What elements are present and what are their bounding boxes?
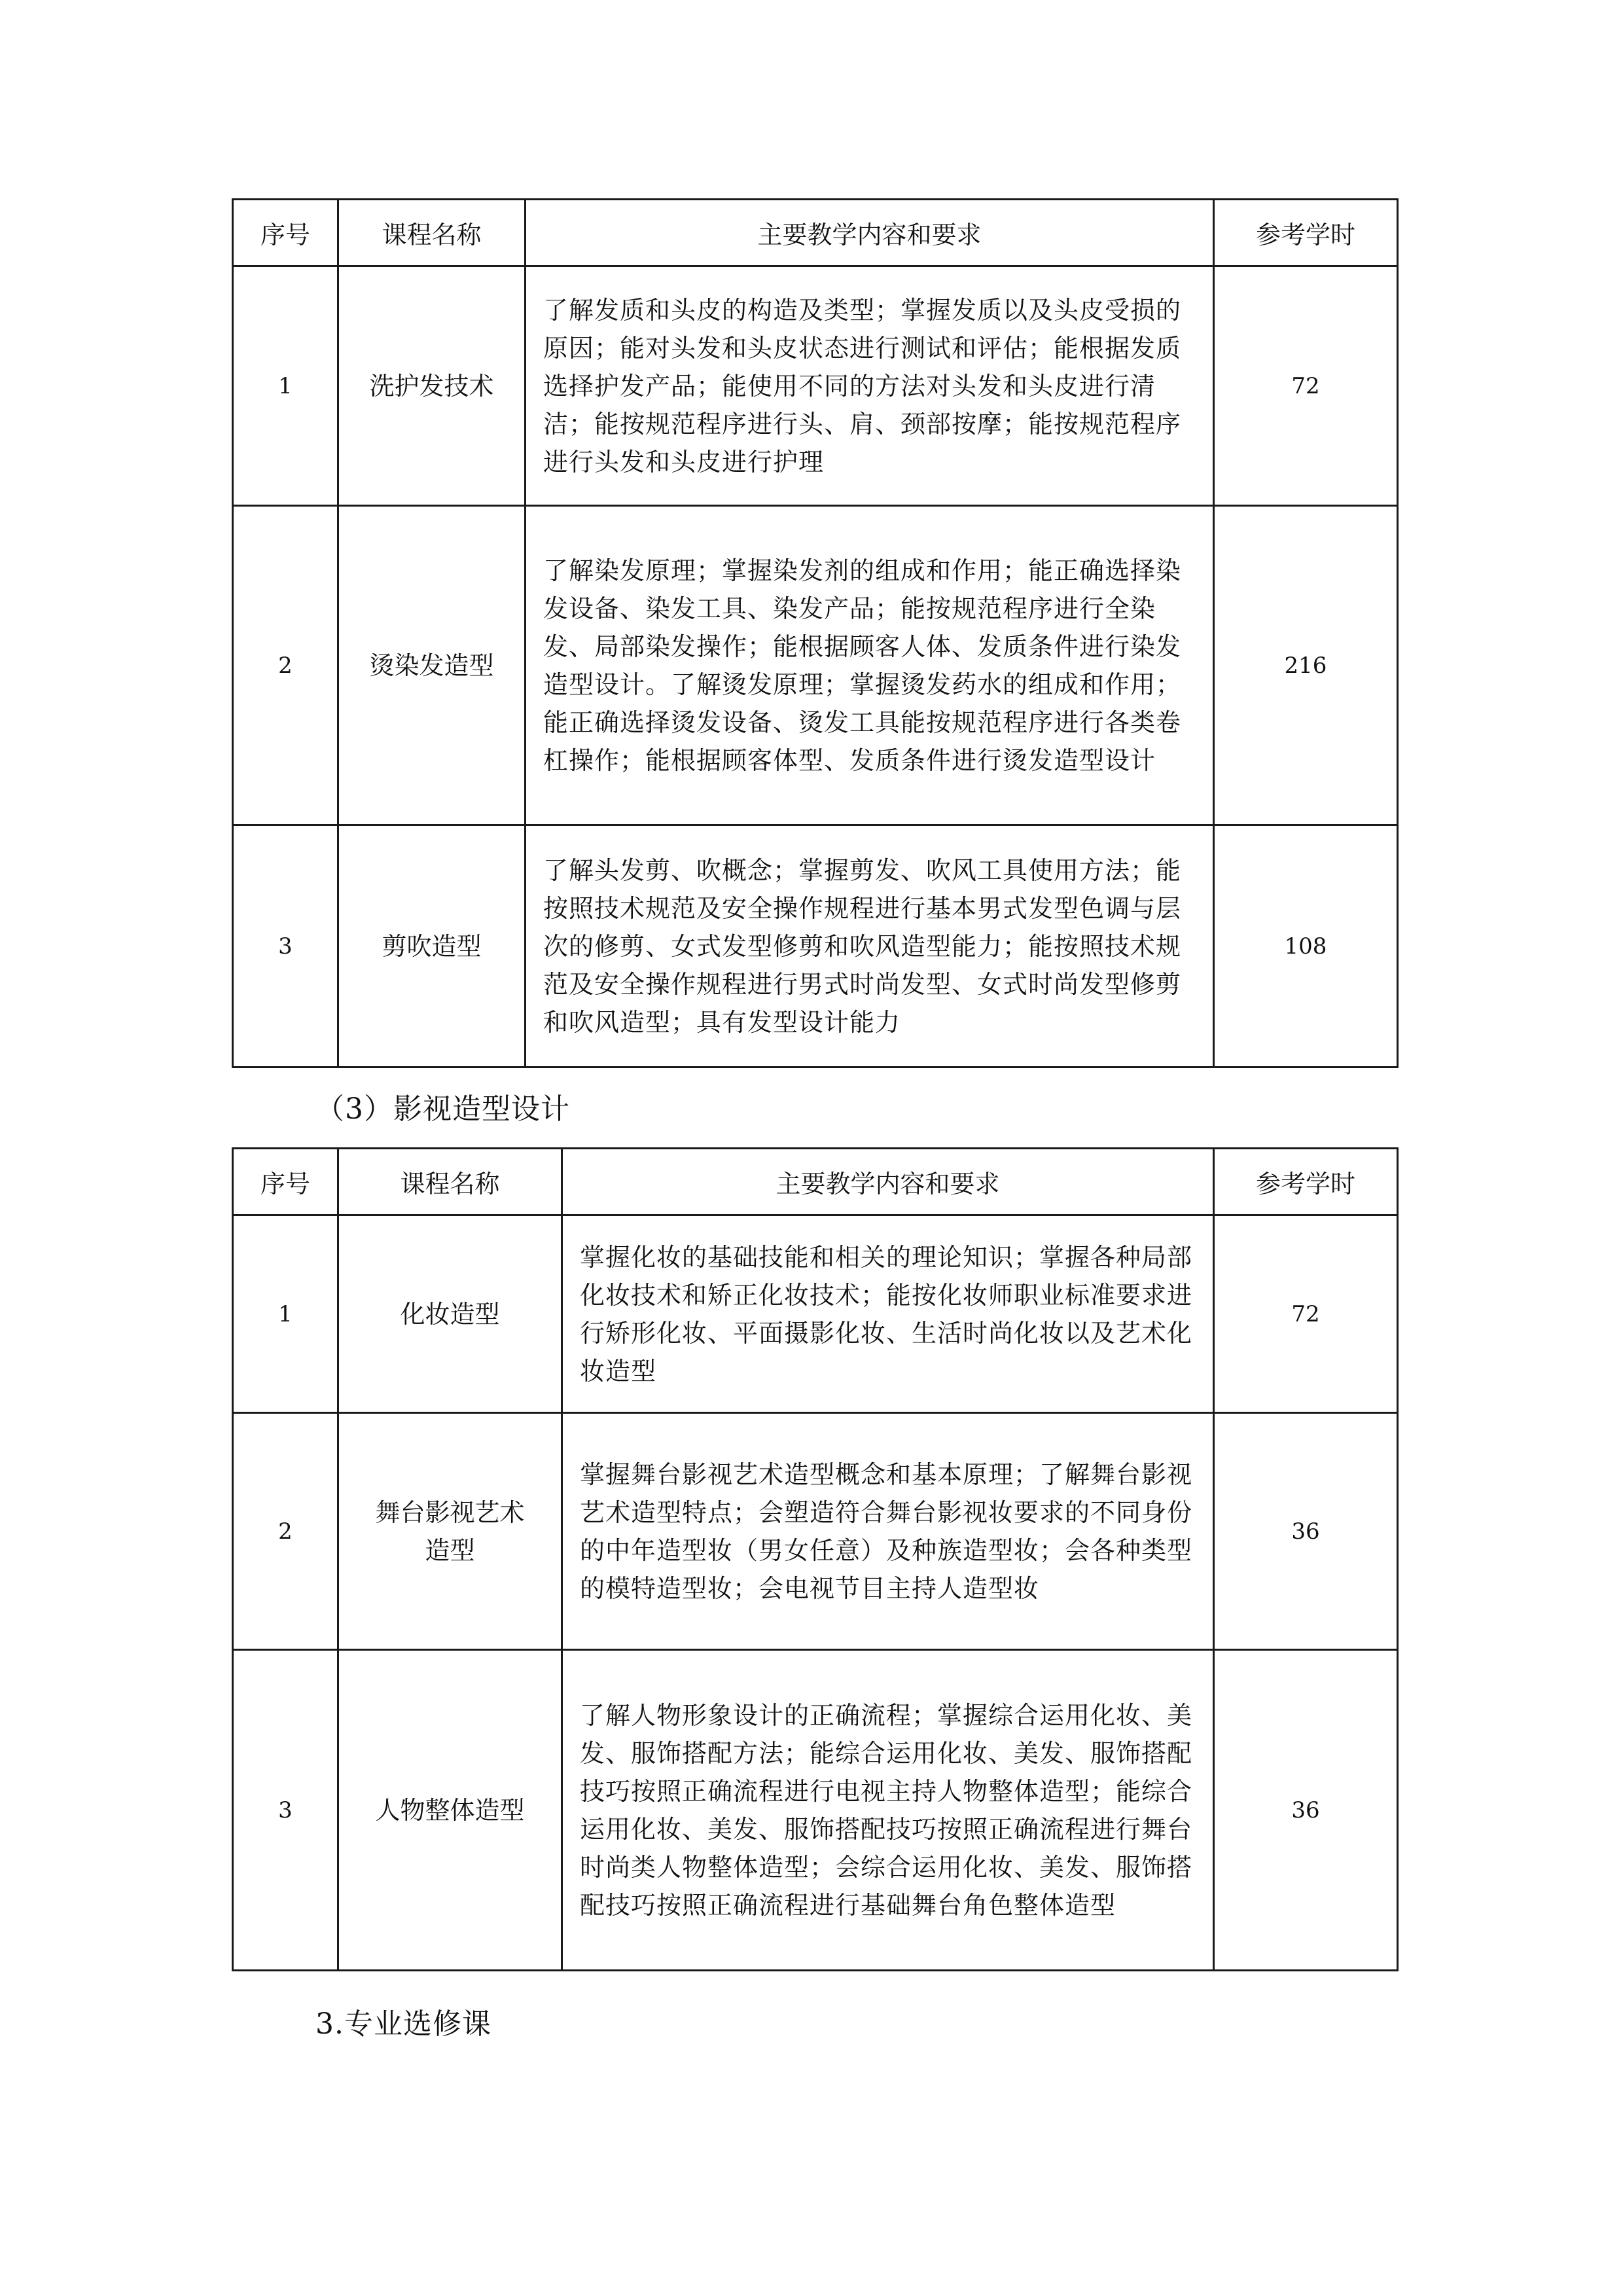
row-content: 掌握化妆的基础技能和相关的理论知识；掌握各种局部化妆技术和矫正化妆技术；能按化妆师职业标准要求进行矫形化妆、平面摄影化妆、生活时尚化妆以及艺术化妆造型 — [562, 1215, 1214, 1413]
row-course-name: 舞台影视艺术造型 — [338, 1413, 562, 1650]
row-content: 了解发质和头皮的构造及类型；掌握发质以及头皮受损的原因；能对头发和头皮状态进行测试和评估；能根据发质选择护发产品；能使用不同的方法对头发和头皮进行清洁；能按规范程序进行头、肩、颈部按摩；能按规范程序进行头发和头皮进行护理 — [526, 266, 1214, 506]
table-row — [233, 1215, 1398, 1413]
header-seq: 序号 — [233, 1149, 338, 1215]
row-content: 了解头发剪、吹概念；掌握剪发、吹风工具使用方法；能按照技术规范及安全操作规程进行基本男式发型色调与层次的修剪、女式发型修剪和吹风造型能力；能按照技术规范及安全操作规程进行男式时尚发型、女式时尚发型修剪和吹风造型；具有发型设计能力 — [526, 825, 1214, 1067]
row-seq: 2 — [233, 506, 338, 825]
course-table-hairdressing — [232, 198, 1399, 1068]
header-content: 主要教学内容和要求 — [562, 1149, 1214, 1215]
table-row — [233, 506, 1398, 825]
row-course-name: 烫染发造型 — [338, 506, 526, 825]
elective-heading: 3.专业选修课 — [315, 2007, 491, 2041]
table-row — [233, 1413, 1398, 1650]
header-course-name: 课程名称 — [338, 1149, 562, 1215]
row-seq: 1 — [233, 266, 338, 506]
course-table-film-styling — [232, 1147, 1399, 1971]
section-heading: （3）影视造型设计 — [315, 1092, 570, 1126]
row-hours: 36 — [1214, 1413, 1398, 1650]
row-course-name: 剪吹造型 — [338, 825, 526, 1067]
header-course-name: 课程名称 — [338, 200, 526, 266]
row-content: 掌握舞台影视艺术造型概念和基本原理；了解舞台影视艺术造型特点；会塑造符合舞台影视妆要求的不同身份的中年造型妆（男女任意）及种族造型妆；会各种类型的模特造型妆；会电视节目主持人造型妆 — [562, 1413, 1214, 1650]
table-row — [233, 825, 1398, 1067]
table-header-row — [233, 1149, 1398, 1215]
row-seq: 3 — [233, 1650, 338, 1971]
header-seq: 序号 — [233, 200, 338, 266]
table-header-row — [233, 200, 1398, 266]
table-row — [233, 1650, 1398, 1971]
row-seq: 1 — [233, 1215, 338, 1413]
row-hours: 36 — [1214, 1650, 1398, 1971]
row-hours: 72 — [1214, 1215, 1398, 1413]
row-seq: 2 — [233, 1413, 338, 1650]
header-hours: 参考学时 — [1214, 1149, 1398, 1215]
row-course-name: 化妆造型 — [338, 1215, 562, 1413]
row-content: 了解染发原理；掌握染发剂的组成和作用；能正确选择染发设备、染发工具、染发产品；能按规范程序进行全染发、局部染发操作；能根据顾客人体、发质条件进行染发造型设计。了解烫发原理；掌握烫发药水的组成和作用；能正确选择烫发设备、烫发工具能按规范程序进行各类卷杠操作；能根据顾客体型、发质条件进行烫发造型设计 — [526, 506, 1214, 825]
row-hours: 72 — [1214, 266, 1398, 506]
row-seq: 3 — [233, 825, 338, 1067]
row-course-name: 洗护发技术 — [338, 266, 526, 506]
row-hours: 216 — [1214, 506, 1398, 825]
table-row — [233, 266, 1398, 506]
header-content: 主要教学内容和要求 — [526, 200, 1214, 266]
header-hours: 参考学时 — [1214, 200, 1398, 266]
row-course-name: 人物整体造型 — [338, 1650, 562, 1971]
row-content: 了解人物形象设计的正确流程；掌握综合运用化妆、美发、服饰搭配方法；能综合运用化妆、美发、服饰搭配技巧按照正确流程进行电视主持人物整体造型；能综合运用化妆、美发、服饰搭配技巧按照正确流程进行舞台时尚类人物整体造型；会综合运用化妆、美发、服饰搭配技巧按照正确流程进行基础舞台角色整体造型 — [562, 1650, 1214, 1971]
row-hours: 108 — [1214, 825, 1398, 1067]
